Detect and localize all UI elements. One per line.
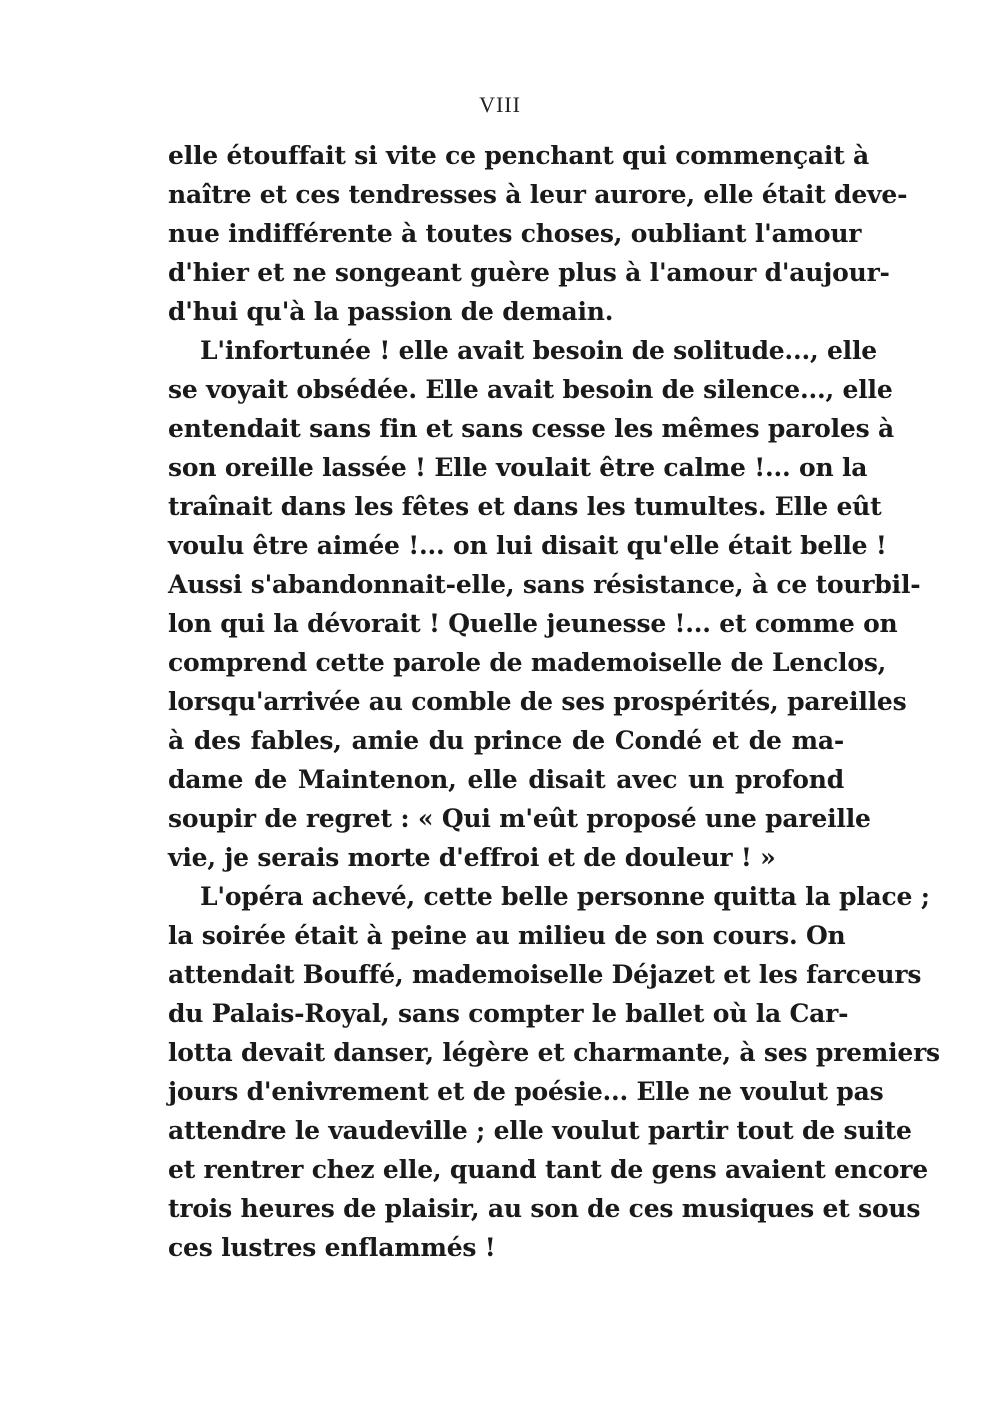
body-text bbox=[168, 136, 940, 1267]
text-line: elle étouffait si vite ce penchant qui commençait à bbox=[168, 141, 870, 170]
text-line: entendait sans fin et sans cesse les mêmes paroles à bbox=[168, 414, 894, 443]
text-line: comprend cette parole de mademoiselle de Lenclos, bbox=[168, 648, 887, 677]
text-line: lorsqu'arrivée au comble de ses prospérités, pareilles bbox=[168, 687, 907, 716]
text-line: ces lustres enflammés ! bbox=[168, 1233, 496, 1262]
paragraph-2 bbox=[168, 331, 921, 877]
text-line: trois heures de plaisir, au son de ces musiques et sous bbox=[168, 1194, 921, 1223]
text-line: lotta devait danser, légère et charmante, à ses premiers bbox=[168, 1038, 940, 1067]
text-line: lon qui la dévorait ! Quelle jeunesse !... et comme on bbox=[168, 609, 898, 638]
text-line: Aussi s'abandonnait-elle, sans résistance, à ce tourbil- bbox=[168, 570, 921, 599]
paragraph-3 bbox=[168, 877, 940, 1267]
text-line: d'hier et ne songeant guère plus à l'amour d'aujour- bbox=[168, 258, 890, 287]
page-number: VIII bbox=[479, 92, 521, 117]
text-line: vie, je serais morte d'effroi et de douleur ! » bbox=[168, 843, 776, 872]
paragraph-1 bbox=[168, 136, 908, 331]
text-line: naître et ces tendresses à leur aurore, elle était deve- bbox=[168, 180, 908, 209]
text-line: L'infortunée ! elle avait besoin de solitude..., elle bbox=[200, 336, 877, 365]
text-line: du Palais-Royal, sans compter le ballet où la Car- bbox=[168, 999, 849, 1028]
text-line: jours d'enivrement et de poésie... Elle ne voulut pas bbox=[168, 1077, 884, 1106]
text-line: attendre le vaudeville ; elle voulut partir tout de suite bbox=[168, 1116, 912, 1145]
text-line: et rentrer chez elle, quand tant de gens avaient encore bbox=[168, 1155, 928, 1184]
text-line: se voyait obsédée. Elle avait besoin de silence..., elle bbox=[168, 375, 893, 404]
text-line: L'opéra achevé, cette belle personne quitta la place ; bbox=[200, 882, 930, 911]
text-line: son oreille lassée ! Elle voulait être calme !... on la bbox=[168, 453, 868, 482]
text-line: attendait Bouffé, mademoiselle Déjazet et les farceurs bbox=[168, 960, 922, 989]
text-line: à des fables, amie du prince de Condé et de ma- bbox=[168, 726, 844, 755]
text-line: soupir de regret : « Qui m'eût proposé une pareille bbox=[168, 804, 871, 833]
text-line: nue indifférente à toutes choses, oubliant l'amour bbox=[168, 219, 862, 248]
text-line: traînait dans les fêtes et dans les tumultes. Elle eût bbox=[168, 492, 882, 521]
text-line: dame de Maintenon, elle disait avec un profond bbox=[168, 765, 844, 794]
text-line: la soirée était à peine au milieu de son cours. On bbox=[168, 921, 846, 950]
text-line: voulu être aimée !... on lui disait qu'elle était belle ! bbox=[168, 531, 887, 560]
text-line: d'hui qu'à la passion de demain. bbox=[168, 297, 614, 326]
